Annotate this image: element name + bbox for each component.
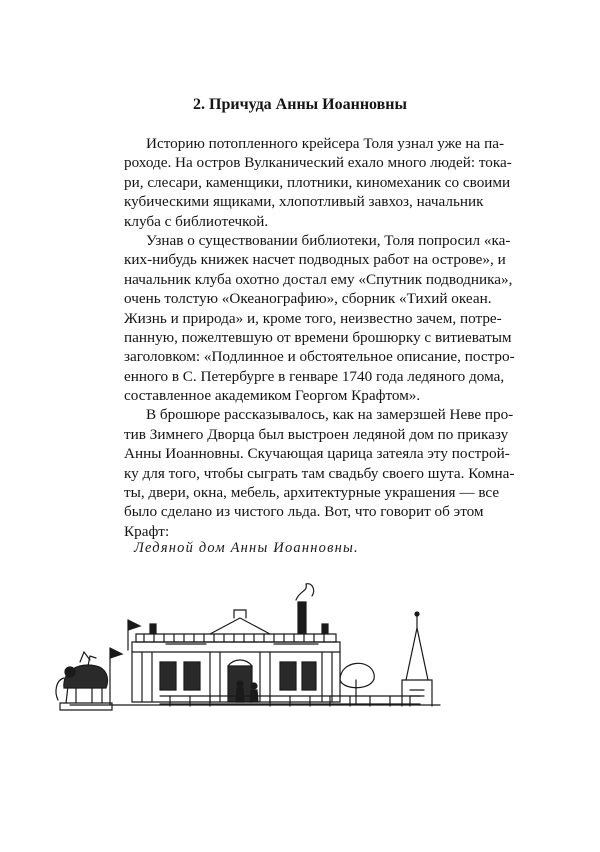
flag-icon	[128, 620, 140, 630]
text-line: начальник клуба охотно достал ему «Спутник подводника»,	[124, 270, 513, 288]
text-line: ри, слесари, каменщики, плотники, киномеханик со своими	[124, 173, 511, 191]
text-line: Крафт:	[124, 522, 170, 540]
text-line: тив Зимнего Дворца был выстроен ледяной дом по приказу	[124, 425, 509, 443]
obelisk	[402, 612, 432, 706]
paragraph	[124, 231, 515, 406]
text-line: Анны Иоанновны. Скучающая царица затеяла эту построй-	[124, 445, 510, 463]
paragraph	[124, 134, 512, 231]
body-text	[124, 134, 515, 541]
text-line: составленное академиком Георгом Крафтом».	[124, 387, 421, 405]
illustration-caption: Ледяной дом Анны Иоанновны.	[134, 540, 359, 556]
chapter-heading: 2. Причуда Анны Иоанновны	[193, 96, 407, 113]
text-line: В брошюре рассказывалось, как на замерзшей Неве про-	[146, 406, 514, 424]
tree-icon	[340, 663, 374, 704]
text-line: было сделано из чистого льда. Вот, что говорит об этом	[124, 503, 484, 521]
text-line: очень толстую «Океанографию», сборник «Тихий океан.	[124, 290, 492, 308]
text-line: заголовком: «Подлинное и обстоятельное описание, постро-	[124, 348, 515, 366]
text-line: ку для того, чтобы сыграть там свадьбу своего шута. Комна-	[124, 464, 515, 482]
text-line: ких-нибудь книжек насчет подводных работ на острове», и	[124, 251, 506, 269]
text-line: кубическими ящиками, хлопотливый завхоз, начальник	[124, 193, 484, 211]
ice-house-building	[132, 584, 340, 702]
text-line: енного в С. Петербурге в генваре 1740 года ледяного дома,	[124, 367, 505, 385]
text-line: роходе. На остров Вулканический ехало много людей: тока-	[124, 154, 512, 172]
elephant-sculpture	[56, 652, 112, 710]
text-line: Историю потопленного крейсера Толя узнал уже на па-	[146, 135, 505, 152]
ice-house-illustration	[40, 520, 460, 740]
text-line: ты, двери, окна, мебель, архитектурные украшения — все	[124, 484, 500, 502]
ice-fence	[160, 696, 420, 706]
text-line: панную, пожелтевшую от времени брошюрку с витиеватым	[124, 328, 512, 346]
flag-icon	[110, 648, 122, 658]
text-line: клуба с библиотечкой.	[124, 212, 269, 230]
text-line: Жизнь и природа» и, кроме того, неизвестно зачем, потре-	[124, 309, 502, 327]
ice-house-drawing	[40, 520, 460, 740]
text-line: Узнав о существовании библиотеки, Толя попросил «ка-	[146, 231, 511, 249]
